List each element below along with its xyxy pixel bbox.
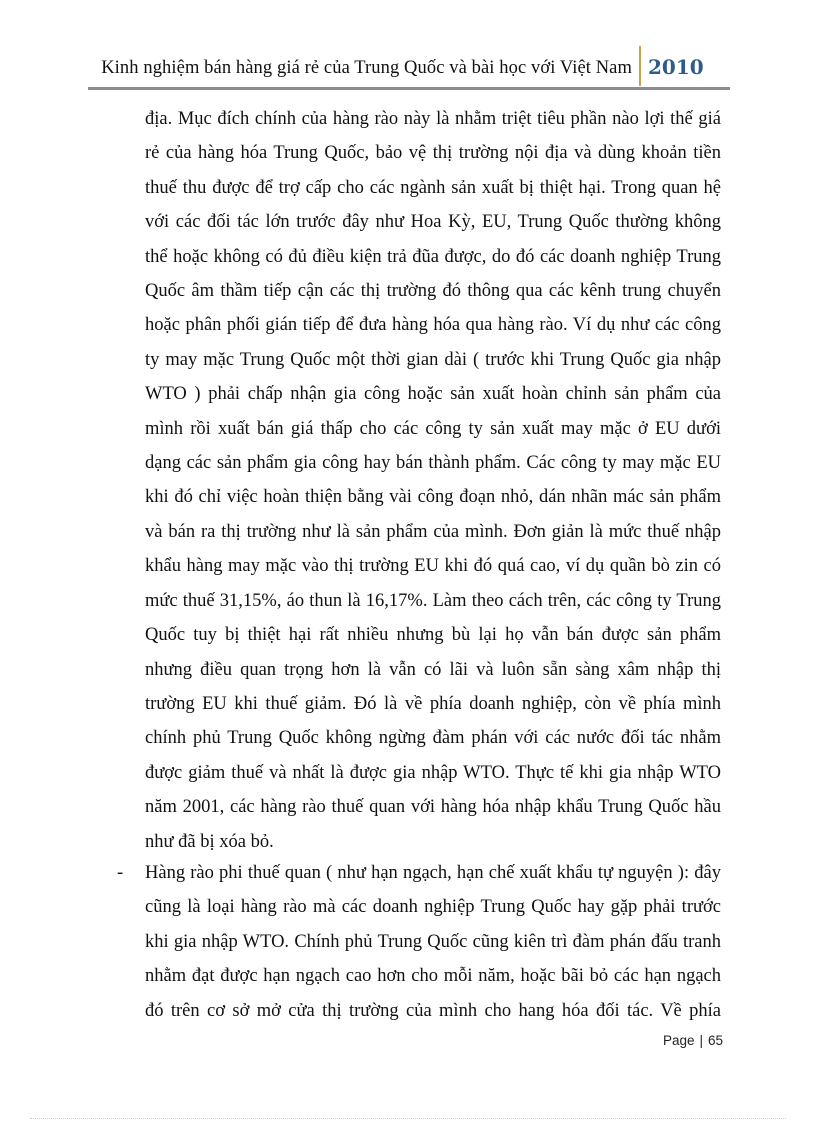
header-year: 2010 (648, 55, 704, 79)
text-line: rẻ của hàng hóa Trung Quốc, bảo vệ thị trường nội địa và dùng khoản tiền (145, 143, 721, 164)
text-line: khi gia nhập WTO. Chính phủ Trung Quốc cũng kiên trì đàm phán đấu tranh (145, 931, 721, 952)
text-line: ty may mặc Trung Quốc một thời gian dài ( trước khi Trung Quốc gia nhập (145, 349, 721, 370)
text-line: WTO ) phải chấp nhận gia công hoặc sản xuất hoàn chỉnh sản phẩm của (145, 384, 721, 405)
text-line: khẩu hàng may mặc vào thị trường EU khi đó quá cao, ví dụ quần bò zin có (145, 556, 721, 577)
text-line: đó trên cơ sở mở cửa thị trường của mình cho hang hóa đối tác. Về phía (145, 1000, 721, 1021)
bullet-marker: - (117, 863, 124, 883)
text-line: thuế thu được để trợ cấp cho các ngành sản xuất bị thiệt hại. Trong quan hệ (145, 177, 721, 198)
text-line: hoặc phân phối gián tiếp để đưa hàng hóa qua hàng rào. Ví dụ như các công (145, 315, 721, 336)
text-line: trường EU khi thuế giảm. Đó là về phía doanh nghiệp, còn về phía mình (145, 693, 721, 714)
text-line: dạng các sản phẩm gia công hay bán thành phẩm. Các công ty may mặc EU (145, 453, 721, 474)
text-line: như đã bị xóa bỏ. (145, 831, 274, 852)
text-line: mình rồi xuất bán giá thấp cho các công ty sản xuất may mặc ở EU dưới (145, 418, 721, 439)
text-line: được giảm thuế và nhất là được gia nhập WTO. Thực tế khi gia nhập WTO (145, 762, 721, 783)
text-line: chính phủ Trung Quốc không ngừng đàm phán với các nước đối tác nhằm (145, 728, 721, 749)
text-line: năm 2001, các hàng rào thuế quan với hàng hóa nhập khẩu Trung Quốc hầu (145, 797, 721, 818)
bottom-dotted-line (30, 1118, 786, 1119)
text-line: Quốc âm thầm tiếp cận các thị trường đó thông qua các kênh trung chuyển (145, 281, 721, 302)
text-line: và bán ra thị trường như là sản phẩm của mình. Đơn giản là mức thuế nhập (145, 521, 721, 542)
text-line: Quốc tuy bị thiệt hại rất nhiều nhưng bù lại họ vẫn bán được sản phẩm (145, 625, 721, 646)
header-title: Kinh nghiệm bán hàng giá rẻ của Trung Quốc và bài học với Việt Nam (101, 58, 632, 78)
text-line: cũng là loại hàng rào mà các doanh nghiệp Trung Quốc hay gặp phải trước (145, 897, 721, 918)
header-rule (88, 87, 730, 90)
page-footer (663, 1033, 723, 1048)
body-paragraph (145, 102, 721, 859)
text-line: mức thuế 31,15%, áo thun là 16,17%. Làm theo cách trên, các công ty Trung (145, 590, 721, 611)
bullet-item (117, 856, 721, 1028)
text-line: địa. Mục đích chính của hàng rào này là nhằm triệt tiêu phần nào lợi thế giá (145, 109, 721, 129)
text-line: với các đối tác lớn trước đây như Hoa Kỳ, EU, Trung Quốc thường không (145, 212, 721, 233)
page-separator: | (699, 1033, 704, 1048)
text-line: thể hoặc không có đủ điều kiện trả đũa được, do đó các doanh nghiệp Trung (145, 246, 721, 267)
text-line: nhưng điều quan trọng hơn là vẫn có lãi và luôn sẵn sàng xâm nhập thị (145, 659, 721, 680)
page-number: 65 (708, 1033, 724, 1048)
page-header (88, 44, 728, 88)
page-label: Page (663, 1033, 695, 1048)
text-line: Hàng rào phi thuế quan ( như hạn ngạch, hạn chế xuất khẩu tự nguyện ): đây (145, 863, 721, 883)
text-line: nhằm đạt được hạn ngạch cao hơn cho mỗi năm, hoặc bãi bỏ các hạn ngạch (145, 966, 721, 987)
header-separator (639, 46, 641, 86)
text-line: khi đó chỉ việc hoàn thiện bằng vài công đoạn nhỏ, dán nhãn mác sản phẩm (145, 487, 721, 508)
